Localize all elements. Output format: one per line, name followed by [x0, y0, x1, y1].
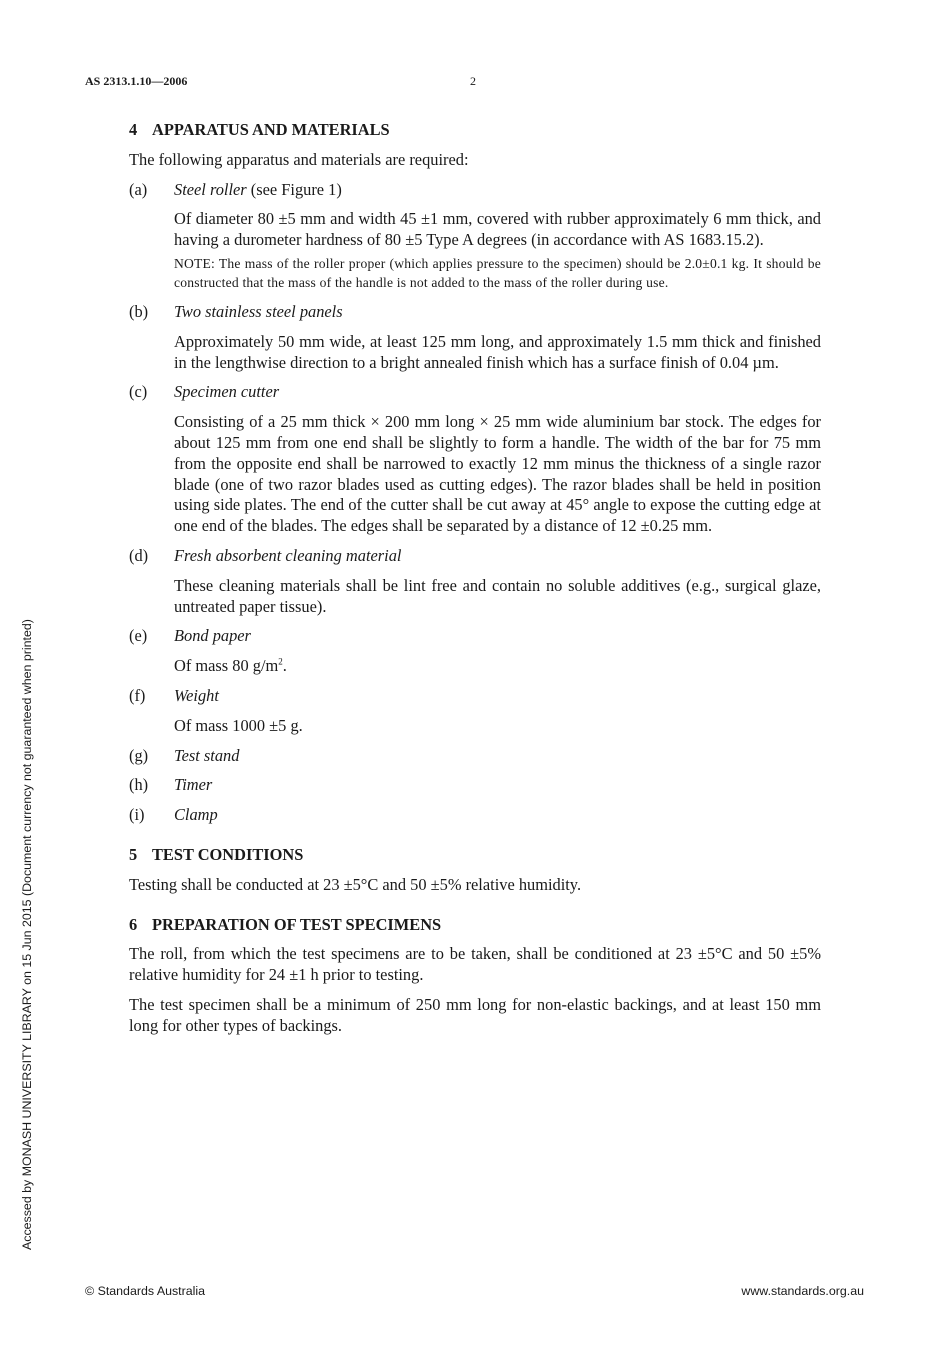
list-item-h: (h) Timer: [129, 775, 213, 795]
page-content: [129, 120, 821, 1046]
item-c-body: Consisting of a 25 mm thick × 200 mm long × 25 mm wide aluminium bar stock. The edges for about 125 mm from one end shall be slightly to form a handle. The width of the bar for 75 mm from the opposite end shall be narrowed to exactly 12 mm minus the thickness of a single razor blade (one of two razor blades used as cutting edges). The razor blades shall be held in position using side plates. The end of the cutter shall be cut away at 45° angle to expose the cutting edge at one end of the blades. The edges shall be separated by a distance of 12 ±0.25 mm.: [174, 412, 821, 536]
item-d-body: These cleaning materials shall be lint free and contain no soluble additives (e.g., surgical glaze, untreated paper tissue).: [174, 575, 821, 616]
section-6-para-2: The test specimen shall be a minimum of 250 mm long for non-elastic backings, and at least 150 mm long for other types of backings.: [129, 994, 821, 1035]
list-item-d: (d) Fresh absorbent cleaning material: [129, 545, 402, 565]
section-6-para-1: The roll, from which the test specimens are to be taken, shall be conditioned at 23 ±5°C and 50 ±5% relative humidity for 24 ±1 h prior to testing.: [129, 944, 821, 985]
item-a-body: Of diameter 80 ±5 mm and width 45 ±1 mm, covered with rubber approximately 6 mm thick, and having a durometer hardness of 80 ±5 Type A degrees (in accordance with AS 1683.15.2).: [174, 209, 821, 250]
list-item-i: (i) Clamp: [129, 805, 218, 825]
item-a-note: NOTE: The mass of the roller proper (which applies pressure to the specimen) should be 2.0±0.1 kg. It should be constructed that the mass of the handle is not added to the mass of the roller during use.: [174, 255, 821, 291]
list-item-f: (f) Weight: [129, 685, 219, 705]
section-5-heading: 5 TEST CONDITIONS: [129, 844, 304, 864]
footer-copyright: © Standards Australia: [85, 1284, 206, 1298]
access-watermark: Accessed by MONASH UNIVERSITY LIBRARY on 15 Jun 2015 (Document currency not guaranteed when printed): [20, 619, 34, 1250]
section-4-intro: The following apparatus and materials are required:: [129, 149, 469, 169]
list-item-g: (g) Test stand: [129, 745, 240, 765]
section-5-text: Testing shall be conducted at 23 ±5°C and 50 ±5% relative humidity.: [129, 874, 582, 894]
item-b-body: Approximately 50 mm wide, at least 125 mm long, and approximately 1.5 mm thick and finished in the lengthwise direction to a bright annealed finish which has a surface finish of 0.04 µm.: [174, 331, 821, 372]
list-item-a: (a) Steel roller (see Figure 1): [129, 179, 342, 199]
list-item-e: (e) Bond paper: [129, 626, 251, 646]
item-f-body: Of mass 1000 ±5 g.: [174, 715, 303, 735]
list-item-c: (c) Specimen cutter: [129, 382, 280, 402]
section-4-heading: 4 APPARATUS AND MATERIALS: [129, 120, 390, 139]
section-6-heading: 6 PREPARATION OF TEST SPECIMENS: [129, 914, 442, 934]
page-number: 2: [470, 74, 476, 88]
standard-id: AS 2313.1.10—2006: [85, 74, 188, 88]
list-item-b: (b) Two stainless steel panels: [129, 301, 343, 321]
item-e-body: Of mass 80 $g/m^2$.: [174, 656, 287, 676]
footer-website: www.standards.org.au: [741, 1284, 864, 1298]
